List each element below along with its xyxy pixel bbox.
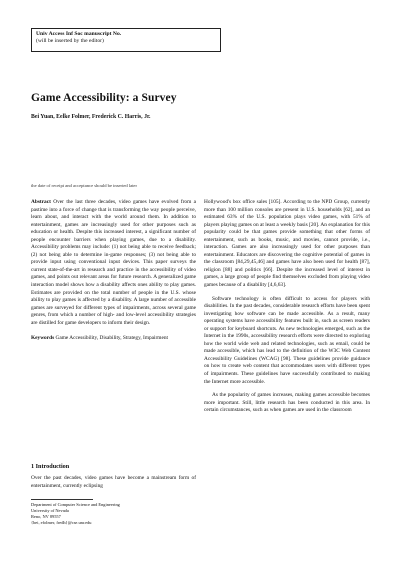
received-note: the date of receipt and acceptance should be inserted later [31, 183, 137, 188]
paper-title: Game Accessibility: a Survey [31, 92, 177, 104]
author-list: Bei Yuan, Eelke Folmer, Frederick C. Harris, Jr. [31, 114, 151, 120]
intro-text: Over the past decades, video games have become a mainstream form of entertainment, currently eclipsing [31, 475, 196, 489]
footnote-line: Department of Computer Science and Engineering [31, 502, 120, 507]
abstract [31, 199, 196, 327]
body-paragraph: Software technology is often difficult to access for players with disabilities. In the past decades, considerable research efforts have been spent investigating how software can be made accessible. As a result, many operating systems have accessibility features built in, such as screen readers or support for keyboard shortcuts. As new technologies emerged, such as the Internet in the 1990s, accessibility research efforts were directed to exploring how the world wide web and related technologies, such as email, could be made accessible, which has lead to the definition of the W3C Web Content Accessibility Guidelines (WCAG) [98]. These guidelines provide guidance on how to create web content that accommodates users with different types of impairments. These guidelines have successfully contributed to making the Internet more accessible. [204, 295, 370, 385]
section-heading: 1 Introduction [31, 463, 70, 470]
keywords [31, 335, 196, 343]
footnote-line: {bei, efolmer, fredh}@cse.unr.edu [31, 519, 92, 525]
body-paragraph: As the popularity of games increases, making games accessible becomes more important. Still, little research has been conducted in this area. In certain circumstances, such as when games are used in the classroom [204, 392, 370, 414]
right-column [204, 199, 370, 415]
footnote-rule [31, 499, 93, 500]
editor-line: (will be inserted by the editor) [36, 38, 104, 45]
manuscript-box [31, 28, 221, 52]
keywords-label: Keywords [31, 335, 55, 342]
journal-line: Univ Access Inf Soc manuscript No. [36, 31, 122, 37]
footnote-line: University of Nevada [31, 507, 69, 513]
keywords-text: Game Accessibility, Disability, Strategy, Impairment [55, 335, 168, 342]
body-paragraph: Hollywood's box office sales [105]. According to the NPD Group, currently more than 100 million consoles are present in U.S. households [62], and an estimated 63% of the U.S. population plays video games, with 51% of players playing games on at least a weekly basis [20]. An explanation for this popularity could be that games provide something that other forms of entertainment, such as books, music, and movies, cannot provide, i.e., interaction. Games are also increasingly used for other purposes than entertainment. Educators are discovering the cognitive potential of games in the classroom [84,29,45,46] and games have also been used for health [87], religion [88] and politics [66]. Despite the increased level of interest in games, a large group of people find themselves excluded from playing video games because of a disability [4,6,63]. [204, 199, 370, 289]
abstract-text: Over the last three decades, video games have evolved from a pastime into a force of change that is transforming the way people perceive, learn about, and interact with the world around them. In addition to entertainment, games are increasingly used for other purposes such as education or health. Despite this increased interest, a significant number of people encounter barriers when playing games, due to a disability. Accessibility problems may include: (1) not being able to receive feedback; (2) not being able to determine in-game responses; (3) not being able to provide input using conventional input devices. This paper surveys the current state-of-the-art in research and practice in the accessibility of video games, and points out relevant areas for future research. A generalized game interaction model shows how a disability affects ones ability to play games. Estimates are provided on the total number of people in the U.S. whose ability to play games is affected by a disability. A large number of accessible games are surveyed for different types of impairments, across several game genres, from which a number of high- and low-level accessibility strategies are distilled for game developers to inform their design. [31, 199, 196, 326]
affiliation-footnote [31, 502, 196, 526]
abstract-label: Abstract [31, 199, 51, 205]
left-column [31, 199, 196, 343]
footnote-line: Reno, NV 89557 [31, 513, 61, 519]
